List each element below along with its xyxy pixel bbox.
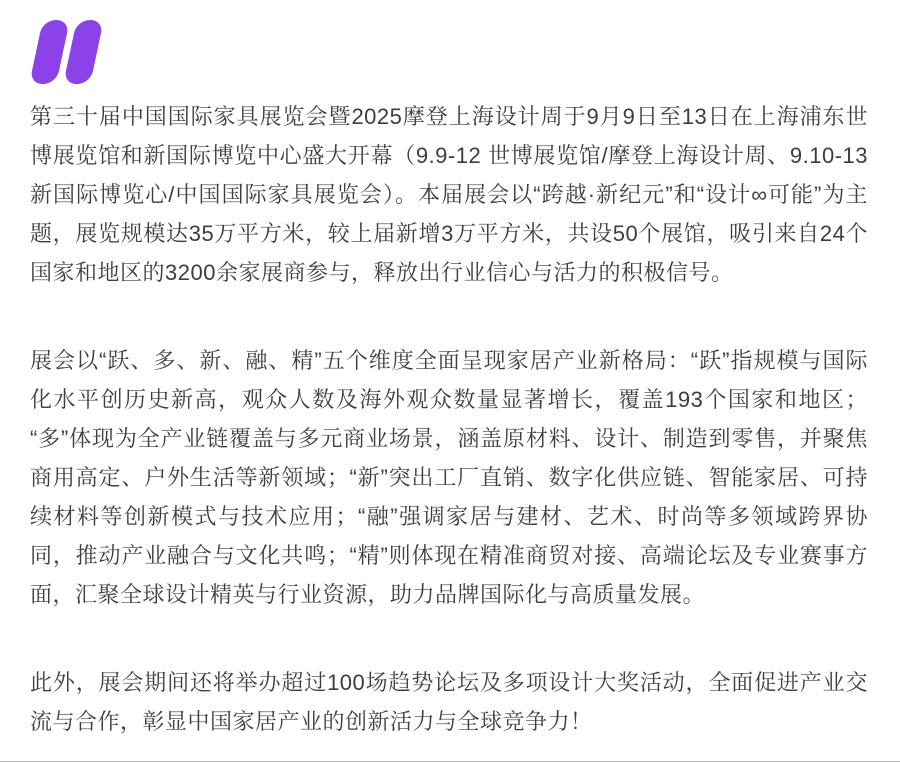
paragraph-closing: 此外，展会期间还将举办超过100场趋势论坛及多项设计大奖活动，全面促进产业交流与合作，彰显中国家居产业的创新活力与全球竞争力！ xyxy=(30,670,868,734)
article-body xyxy=(30,97,868,741)
quote-bar-left xyxy=(29,20,70,84)
quote-bar-right xyxy=(63,20,104,84)
paragraph-five-dimensions: 展会以“跃、多、新、融、精”五个维度全面呈现家居产业新格局：“跃”指规模与国际化水平创历史新高，观众人数及海外观众数量显著增长，覆盖193个国家和地区；“多”体现为全产业链覆盖与多元商业场景，涵盖原材料、设计、制造到零售，并聚焦商用高定、户外生活等新领域；“新”突出工厂直销、数字化供应链、智能家居、可持续材料等创新模式与技术应用；“融”强调家居与建材、艺术、时尚等多领域跨界协同，推动产业融合与文化共鸣；“精”则体现在精准商贸对接、高端论坛及专业赛事方面，汇聚全球设计精英与行业资源，助力品牌国际化与高质量发展。 xyxy=(30,348,868,607)
quote-icon xyxy=(36,20,97,84)
paragraph-intro: 第三十届中国国际家具展览会暨2025摩登上海设计周于9月9日至13日在上海浦东世博展览馆和新国际博览中心盛大开幕（9.9-12 世博展览馆/摩登上海设计周、9.10-13 新国际博览心/中国国际家具展览会）。本届展会以“跨越·新纪元”和“设计∞可能”为主题，展览规模达35万平方米，较上届新增3万平方米，共设50个展馆，吸引来自24个国家和地区的3200余家展商参与，释放出行业信心与活力的积极信号。 xyxy=(30,104,868,285)
